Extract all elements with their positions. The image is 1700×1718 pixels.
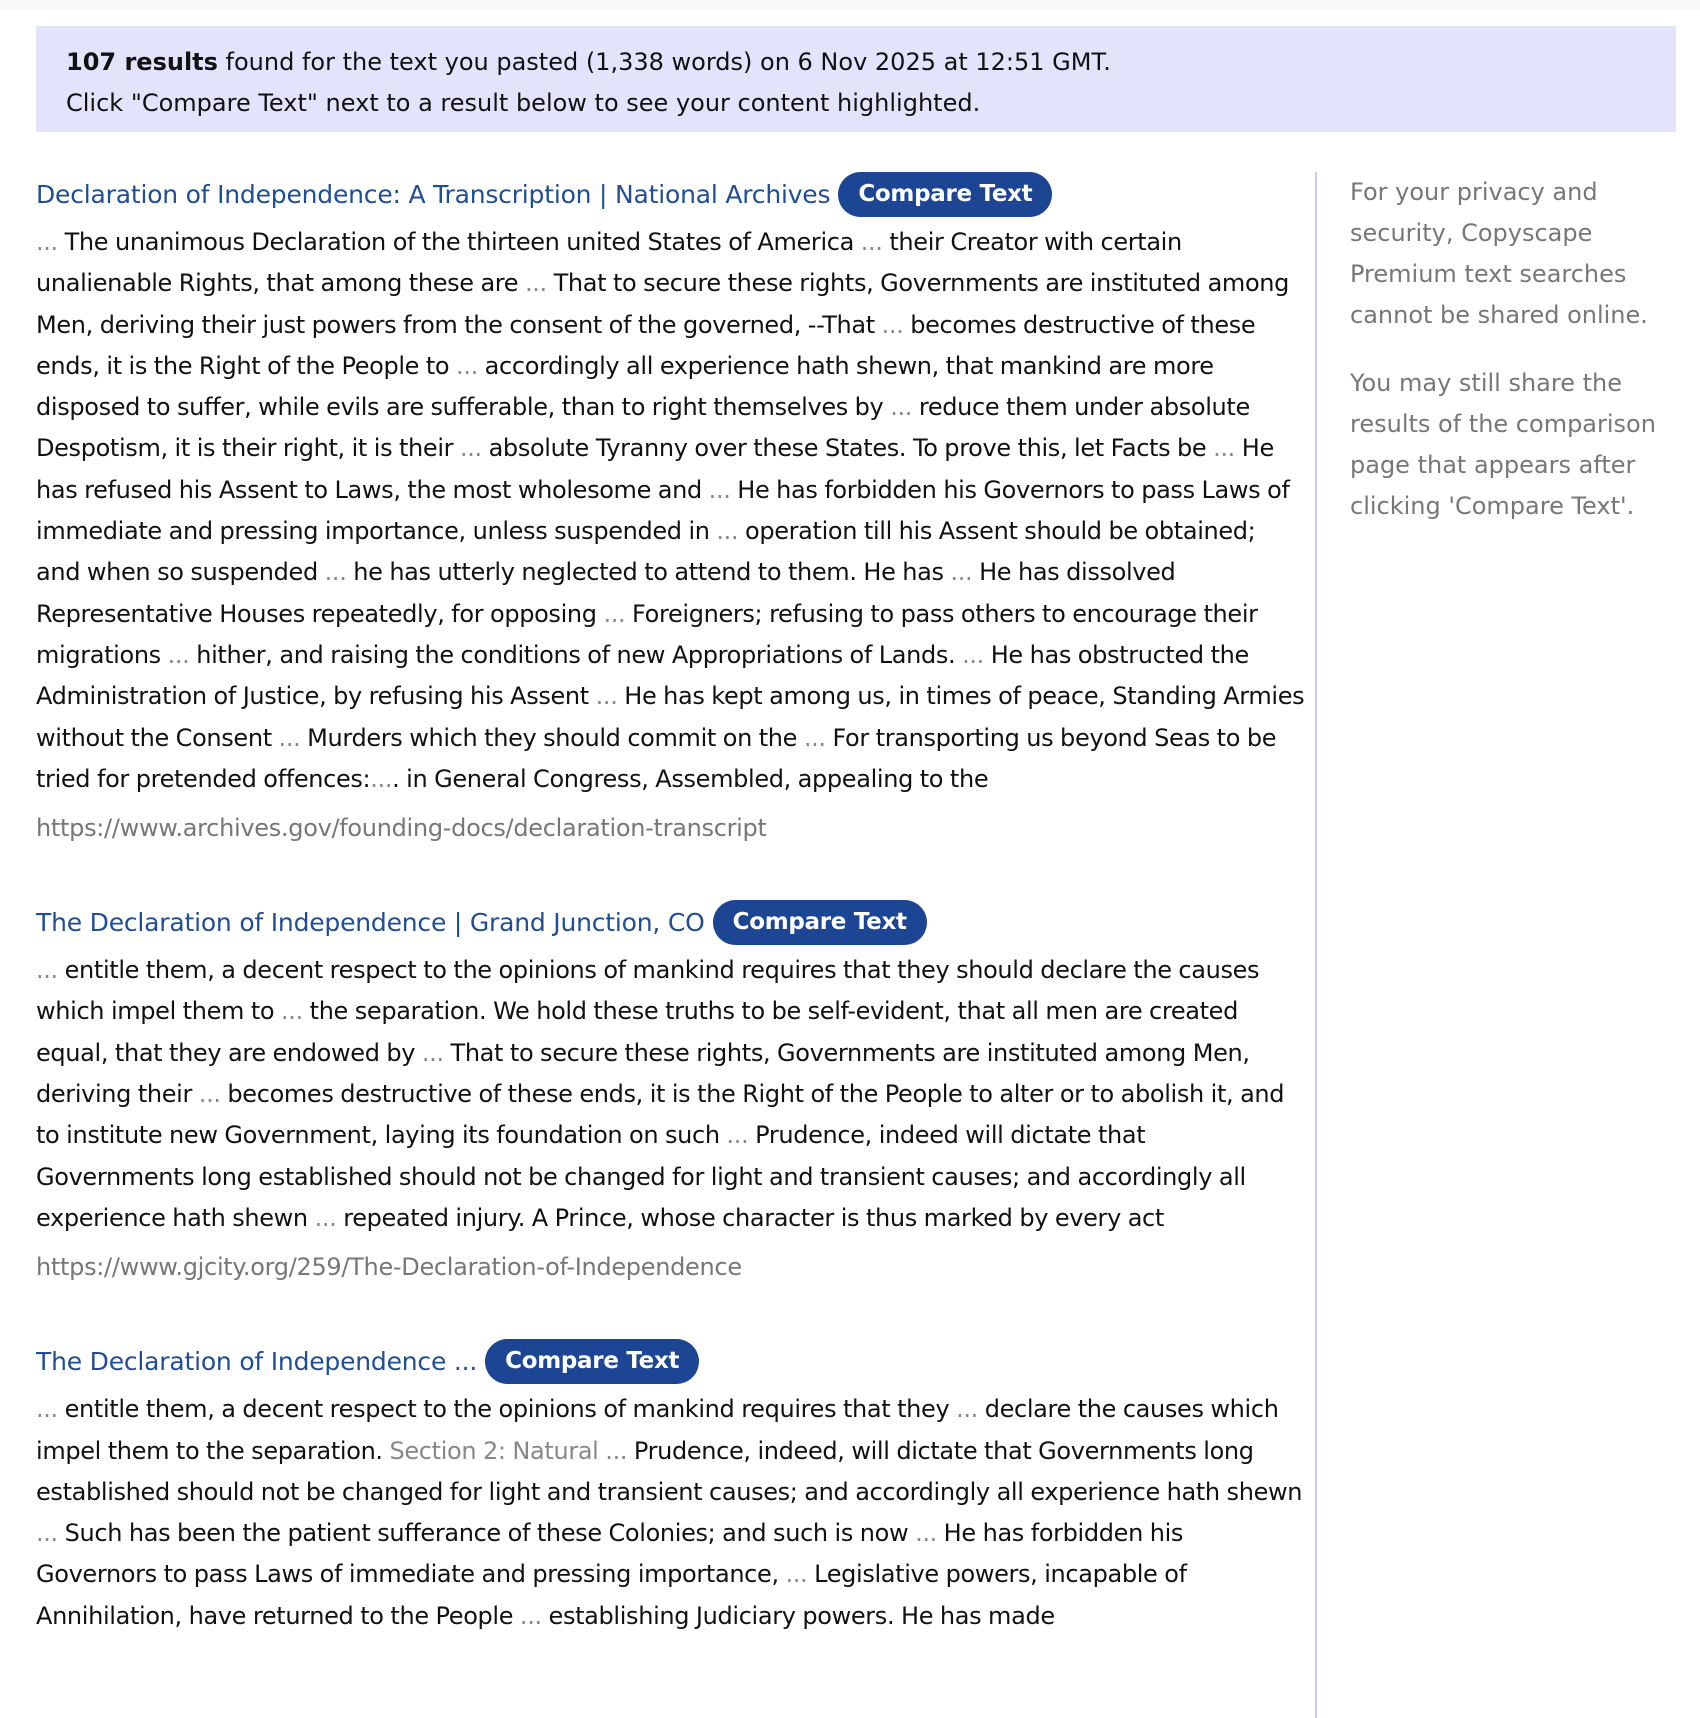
snippet-text: entitle them, a decent respect to the opinions of mankind requires that they should declare the causes which impel them to: [36, 956, 1260, 1026]
snippet-text: Prudence, indeed, will dictate that Governments long established should not be changed for light and transient causes; and accordingly all experience hath shewn: [36, 1436, 1303, 1506]
ellipsis-marker: ...: [962, 640, 984, 669]
result-url: https://www.gjcity.org/259/The-Declaration-of-Independence: [36, 1253, 742, 1282]
snippet-text: entitle them, a decent respect to the opinions of mankind requires that they: [57, 1395, 957, 1424]
snippet-text: He has dissolved Representative Houses repeatedly, for opposing: [36, 558, 1176, 628]
snippet-text: That to secure these rights, Governments are instituted among Men, deriving their: [36, 1038, 1250, 1109]
ellipsis-marker: ...: [726, 1121, 749, 1150]
result-title-link[interactable]: The Declaration of Independence ...: [36, 1346, 478, 1376]
ellipsis-marker: ...: [605, 1436, 628, 1465]
results-summary-line: [66, 42, 1676, 83]
snippet-text: That to secure these rights, Governments are instituted among Men, deriving their just powers from the consent of the governed, --That: [36, 269, 1290, 339]
result-title-row: [36, 170, 1306, 218]
result-item: [36, 898, 1306, 1285]
top-strip: [0, 0, 1700, 10]
snippet-text: their Creator with certain unalienable Rights, that among these are: [36, 228, 1182, 298]
snippet-text: He has forbidden his Governors to pass Laws of immediate and pressing importance,: [36, 1519, 1184, 1589]
ellipsis-marker: ...: [1213, 434, 1235, 463]
compare-text-button[interactable]: Compare Text: [485, 1339, 699, 1384]
snippet-text: Prudence, indeed will dictate that Governments long established should not be changed for light and transient causes; and accordingly all experience hath shewn: [36, 1121, 1246, 1232]
snippet-text: Legislative powers, incapable of Annihilation, have returned to the People: [36, 1560, 1187, 1630]
ellipsis-marker: ...: [278, 723, 301, 752]
sidebar-divider: [1315, 172, 1317, 1718]
results-summary-banner: [36, 26, 1676, 132]
ellipsis-marker: ...: [915, 1519, 937, 1548]
snippet-text: reduce them under absolute Despotism, it is their right, it is their: [36, 393, 1250, 463]
ellipsis-marker: ...: [36, 228, 58, 256]
snippet-text: The unanimous Declaration of the thirteen united States of America: [57, 228, 861, 256]
privacy-sidebar: [1350, 172, 1680, 554]
result-title-link[interactable]: Declaration of Independence: A Transcription | National Archives: [36, 179, 831, 209]
ellipsis-marker: ...: [421, 1038, 444, 1067]
ellipsis-marker: ...: [860, 228, 883, 256]
snippet-text: accordingly all experience hath shewn, that mankind are more disposed to suffer, while evils are sufferable, than to right themselves by: [36, 351, 1214, 422]
snippet-text: becomes destructive of these ends, it is the Right of the People to alter or to abolish it, and to institute new Government, laying its foundation on such: [36, 1080, 1285, 1150]
ellipsis-marker: ...: [803, 723, 826, 752]
ellipsis-marker: ...: [785, 1560, 808, 1589]
snippet-text: Foreigners; refusing to pass others to encourage their migrations: [36, 599, 1258, 669]
snippet-text: absolute Tyranny over these States. To prove this, let Facts be: [481, 434, 1214, 463]
ellipsis-marker: ...: [950, 558, 973, 587]
ellipsis-marker: ...: [525, 269, 547, 298]
snippet-text: He has forbidden his Governors to pass Laws of immediate and pressing importance, unless suspended in: [36, 475, 1290, 546]
ellipsis-marker: ...: [708, 475, 731, 504]
compare-text-button[interactable]: Compare Text: [713, 900, 927, 945]
ellipsis-marker: ...: [890, 393, 913, 422]
snippet-text: He has obstructed the Administration of Justice, by refusing his Assent: [36, 640, 1249, 711]
result-title-row: [36, 1337, 1306, 1385]
ellipsis-marker: ...: [167, 640, 190, 669]
result-title-row: [36, 898, 1306, 946]
result-snippet: [36, 1389, 1306, 1637]
ellipsis-marker: ...: [370, 764, 393, 793]
snippet-text: . in General Congress, Assembled, appealing to the: [392, 764, 989, 793]
snippet-text: For transporting us beyond Seas to be tried for pretended offences:: [36, 723, 1277, 793]
snippet-text: hither, and raising the conditions of new Appropriations of Lands.: [189, 640, 963, 669]
ellipsis-marker: ...: [324, 558, 347, 587]
snippet-text: Such has been the patient sufferance of these Colonies; and such is now: [57, 1519, 916, 1548]
result-title-link[interactable]: The Declaration of Independence | Grand Junction, CO: [36, 907, 705, 937]
ellipsis-marker: ...: [198, 1080, 221, 1109]
ellipsis-marker: ...: [36, 1519, 58, 1548]
result-item: [36, 1337, 1306, 1637]
result-item: [36, 170, 1306, 846]
snippet-text: he has utterly neglected to attend to them. He has: [346, 558, 951, 587]
ellipsis-marker: ...: [36, 956, 58, 985]
snippet-text: becomes destructive of these ends, it is the Right of the People to: [36, 310, 1256, 380]
ellipsis-marker: ...: [603, 599, 626, 628]
ellipsis-marker: ...: [956, 1395, 978, 1424]
snippet-text: establishing Judiciary powers. He has made: [541, 1601, 1055, 1630]
privacy-note: For your privacy and security, Copyscape Premium text searches cannot be shared online.: [1350, 178, 1648, 329]
result-url: https://www.archives.gov/founding-docs/declaration-transcript: [36, 814, 767, 843]
ellipsis-marker: ...: [36, 1395, 58, 1424]
snippet-text: the separation. We hold these truths to be self-evident, that all men are created equal, that they are endowed by: [36, 997, 1238, 1067]
results-list: [36, 170, 1306, 1689]
ellipsis-marker: ...: [881, 310, 904, 339]
results-summary-text: found for the text you pasted (1,338 words) on 6 Nov 2025 at 12:51 GMT.: [217, 48, 1111, 76]
ellipsis-marker: ...: [456, 351, 478, 380]
snippet-text: He has refused his Assent to Laws, the most wholesome and: [36, 434, 1274, 504]
snippet-text: operation till his Assent should be obtained; and when so suspended: [36, 517, 1256, 587]
ellipsis-marker: ...: [595, 682, 618, 711]
snippet-text: repeated injury. A Prince, whose character is thus marked by every act: [336, 1203, 1164, 1232]
ellipsis-marker: ...: [459, 434, 482, 463]
result-snippet: [36, 950, 1306, 1239]
share-note: You may still share the results of the comparison page that appears after clicking 'Compare Text'.: [1350, 369, 1656, 520]
results-instruction: Click "Compare Text" next to a result below to see your content highlighted.: [66, 89, 981, 117]
snippet-text: declare the causes which impel them to the separation.: [36, 1395, 1279, 1465]
compare-text-button[interactable]: Compare Text: [838, 172, 1052, 217]
ellipsis-marker: ...: [281, 997, 303, 1026]
snippet-text: He has kept among us, in times of peace, Standing Armies without the Consent: [36, 682, 1305, 752]
result-snippet: [36, 222, 1306, 800]
muted-heading-text: Section 2: Natural: [389, 1436, 599, 1465]
ellipsis-marker: ...: [519, 1601, 542, 1630]
ellipsis-marker: ...: [314, 1203, 337, 1232]
results-count: 107 results: [66, 48, 218, 76]
snippet-text: Murders which they should commit on the: [300, 723, 804, 752]
ellipsis-marker: ...: [716, 517, 739, 546]
